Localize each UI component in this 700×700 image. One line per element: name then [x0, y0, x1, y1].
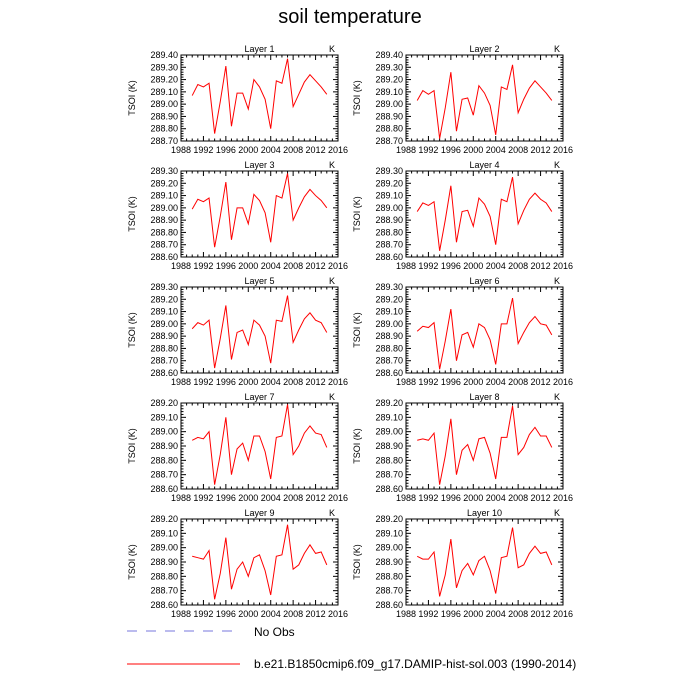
x-tick-label: 2016	[552, 145, 574, 155]
y-tick-label: 288.80	[150, 571, 178, 582]
x-tick-label: 1992	[193, 493, 214, 503]
y-tick-label: 289.00	[375, 426, 403, 437]
x-tick-label: 2012	[305, 145, 326, 155]
x-tick-label: 2000	[238, 261, 259, 271]
y-axis-label: TSOI (K)	[127, 80, 137, 116]
y-tick-label: 289.20	[375, 178, 403, 189]
y-tick-label: 289.00	[375, 318, 403, 329]
series-line	[192, 296, 327, 368]
x-tick-label: 1992	[418, 493, 439, 503]
panel-title: Layer 8	[469, 392, 500, 402]
y-tick-label: 288.60	[375, 368, 403, 378]
y-tick-label: 288.80	[375, 227, 403, 238]
y-tick-label: 288.70	[375, 469, 403, 480]
y-tick-label: 288.80	[375, 455, 403, 466]
y-tick-label: 289.00	[375, 542, 403, 553]
y-tick-label: 288.60	[375, 600, 403, 610]
y-tick-label: 289.10	[375, 190, 403, 201]
y-tick-label: 288.70	[150, 136, 178, 146]
y-tick-label: 288.90	[375, 111, 403, 122]
x-tick-label: 2008	[283, 493, 304, 503]
x-tick-label: 1988	[395, 609, 417, 619]
x-tick-label: 2016	[327, 261, 349, 271]
x-tick-label: 2000	[463, 609, 484, 619]
y-tick-label: 289.00	[375, 202, 403, 213]
x-tick-label: 1992	[418, 609, 439, 619]
panel-frame	[406, 171, 563, 257]
x-tick-label: 1992	[193, 609, 214, 619]
x-tick-label: 2012	[305, 609, 326, 619]
x-tick-label: 2000	[238, 145, 259, 155]
x-tick-label: 2008	[283, 377, 304, 387]
layer-panel-4	[352, 160, 573, 271]
y-tick-label: 288.80	[150, 227, 178, 238]
x-tick-label: 1992	[193, 145, 214, 155]
y-tick-label: 289.10	[150, 306, 178, 317]
x-tick-label: 1992	[418, 261, 439, 271]
layer-panel-3	[127, 160, 348, 271]
y-tick-label: 288.70	[375, 239, 403, 250]
y-tick-label: 288.90	[150, 215, 178, 226]
y-tick-label: 288.60	[375, 252, 403, 262]
panel-frame	[181, 403, 338, 489]
y-tick-label: 289.20	[375, 294, 403, 305]
x-tick-label: 2000	[238, 377, 259, 387]
y-tick-label: 288.80	[375, 571, 403, 582]
x-tick-label: 2016	[552, 261, 574, 271]
panel-title: Layer 2	[469, 44, 500, 54]
y-tick-label: 289.20	[150, 178, 178, 189]
legend-model-label: b.e21.B1850cmip6.f09_g17.DAMIP-hist-sol.003 (1990-2014)	[254, 657, 577, 671]
y-tick-label: 289.10	[375, 528, 403, 539]
x-tick-label: 2008	[283, 145, 304, 155]
x-tick-label: 2012	[305, 377, 326, 387]
x-tick-label: 1996	[215, 145, 236, 155]
x-tick-label: 1996	[440, 609, 461, 619]
y-tick-label: 289.20	[150, 398, 178, 408]
x-tick-label: 2012	[530, 261, 551, 271]
panel-units: K	[553, 276, 560, 286]
y-tick-label: 288.70	[150, 239, 178, 250]
x-tick-label: 2008	[283, 261, 304, 271]
y-tick-label: 288.70	[375, 136, 403, 146]
panel-units: K	[328, 160, 335, 170]
x-tick-label: 2016	[327, 377, 349, 387]
panel-title: Layer 1	[244, 44, 275, 54]
x-tick-label: 2008	[508, 493, 529, 503]
x-tick-label: 2004	[260, 261, 281, 271]
x-tick-label: 2000	[463, 145, 484, 155]
x-tick-label: 2012	[530, 609, 551, 619]
y-tick-label: 289.00	[150, 202, 178, 213]
y-tick-label: 289.20	[375, 74, 403, 85]
y-tick-label: 289.20	[150, 74, 178, 85]
y-tick-label: 288.60	[150, 484, 178, 494]
panel-units: K	[553, 392, 560, 402]
layer-panel-2	[352, 44, 573, 155]
panel-frame	[181, 55, 338, 141]
layer-panel-10	[352, 508, 573, 619]
y-tick-label: 288.70	[150, 585, 178, 596]
x-tick-label: 1996	[215, 493, 236, 503]
panel-frame	[406, 403, 563, 489]
y-tick-label: 288.60	[150, 600, 178, 610]
y-axis-label: TSOI (K)	[352, 428, 362, 464]
panel-units: K	[553, 44, 560, 54]
x-tick-label: 2000	[463, 493, 484, 503]
panel-title: Layer 10	[466, 508, 503, 518]
y-tick-label: 289.00	[375, 99, 403, 110]
x-tick-label: 2016	[552, 493, 574, 503]
panel-units: K	[328, 44, 335, 54]
x-tick-label: 2016	[327, 609, 349, 619]
series-line	[192, 404, 327, 484]
x-tick-label: 2016	[552, 609, 574, 619]
y-tick-label: 289.10	[150, 412, 178, 423]
y-tick-label: 288.60	[375, 484, 403, 494]
x-tick-label: 1996	[215, 261, 236, 271]
y-tick-label: 289.30	[375, 282, 403, 292]
layer-panel-5	[127, 276, 348, 387]
y-tick-label: 289.30	[150, 166, 178, 176]
x-tick-label: 2004	[260, 493, 281, 503]
x-tick-label: 1992	[193, 377, 214, 387]
y-tick-label: 289.10	[150, 86, 178, 97]
x-tick-label: 2016	[327, 493, 349, 503]
x-tick-label: 1988	[170, 145, 192, 155]
y-tick-label: 289.40	[150, 50, 178, 60]
layer-panel-6	[352, 276, 573, 387]
panel-units: K	[328, 276, 335, 286]
panel-title: Layer 5	[244, 276, 275, 286]
y-tick-label: 288.80	[375, 123, 403, 134]
x-tick-label: 2004	[260, 145, 281, 155]
x-tick-label: 1988	[170, 261, 192, 271]
y-tick-label: 289.00	[150, 426, 178, 437]
x-tick-label: 1988	[170, 377, 192, 387]
panel-title: Layer 4	[469, 160, 500, 170]
panel-frame	[406, 55, 563, 141]
panel-frame	[406, 287, 563, 373]
x-tick-label: 2012	[530, 377, 551, 387]
x-tick-label: 2000	[463, 261, 484, 271]
x-tick-label: 1988	[395, 493, 417, 503]
series-line	[192, 59, 327, 134]
y-tick-label: 289.40	[375, 50, 403, 60]
x-tick-label: 1992	[193, 261, 214, 271]
x-tick-label: 2000	[238, 609, 259, 619]
x-tick-label: 1992	[418, 145, 439, 155]
series-line	[417, 406, 552, 485]
panel-units: K	[328, 392, 335, 402]
y-axis-label: TSOI (K)	[352, 312, 362, 348]
x-tick-label: 1992	[418, 377, 439, 387]
x-tick-label: 1988	[395, 377, 417, 387]
x-tick-label: 1996	[440, 145, 461, 155]
panel-title: Layer 3	[244, 160, 275, 170]
figure-title: soil temperature	[278, 6, 422, 28]
x-tick-label: 2016	[327, 145, 349, 155]
series-line	[417, 528, 552, 597]
y-axis-label: TSOI (K)	[127, 196, 137, 232]
legend	[127, 625, 576, 671]
x-tick-label: 2004	[485, 377, 506, 387]
x-tick-label: 1996	[215, 377, 236, 387]
y-tick-label: 289.00	[150, 99, 178, 110]
y-axis-label: TSOI (K)	[127, 428, 137, 464]
x-tick-label: 2000	[238, 493, 259, 503]
y-tick-label: 288.80	[150, 343, 178, 354]
y-tick-label: 289.10	[375, 306, 403, 317]
panel-units: K	[328, 508, 335, 518]
y-tick-label: 289.20	[375, 398, 403, 408]
y-tick-label: 289.10	[375, 412, 403, 423]
y-tick-label: 288.90	[375, 441, 403, 451]
y-axis-label: TSOI (K)	[352, 196, 362, 232]
y-tick-label: 288.60	[150, 368, 178, 378]
x-tick-label: 2008	[508, 377, 529, 387]
series-line	[192, 173, 327, 247]
y-tick-label: 289.20	[150, 294, 178, 305]
series-line	[417, 298, 552, 369]
y-tick-label: 289.30	[375, 62, 403, 73]
y-tick-label: 289.10	[150, 190, 178, 201]
x-tick-label: 2008	[508, 261, 529, 271]
layer-panel-1	[127, 44, 348, 155]
y-tick-label: 289.00	[150, 542, 178, 553]
y-tick-label: 288.80	[150, 123, 178, 134]
y-tick-label: 289.10	[150, 528, 178, 539]
series-line	[417, 177, 552, 251]
x-tick-label: 2016	[552, 377, 574, 387]
y-tick-label: 288.90	[375, 557, 403, 567]
x-tick-label: 2012	[530, 145, 551, 155]
legend-obs-label: No Obs	[254, 625, 295, 639]
x-tick-label: 1988	[395, 261, 417, 271]
panel-units: K	[553, 160, 560, 170]
y-tick-label: 289.30	[375, 166, 403, 176]
x-tick-label: 2012	[530, 493, 551, 503]
y-tick-label: 288.90	[150, 111, 178, 122]
x-tick-label: 2000	[463, 377, 484, 387]
y-tick-label: 289.30	[150, 282, 178, 292]
layer-panel-9	[127, 508, 348, 619]
x-tick-label: 1996	[440, 261, 461, 271]
y-tick-label: 288.90	[150, 441, 178, 451]
x-tick-label: 2004	[485, 609, 506, 619]
y-tick-label: 288.70	[375, 585, 403, 596]
y-axis-label: TSOI (K)	[352, 544, 362, 580]
y-tick-label: 288.70	[150, 469, 178, 480]
x-tick-label: 1988	[170, 609, 192, 619]
x-tick-label: 2004	[485, 493, 506, 503]
y-tick-label: 289.10	[375, 86, 403, 97]
panel-frame	[181, 287, 338, 373]
x-tick-label: 2012	[305, 493, 326, 503]
y-tick-label: 288.70	[150, 355, 178, 366]
y-tick-label: 289.20	[375, 514, 403, 524]
panel-title: Layer 7	[244, 392, 275, 402]
y-axis-label: TSOI (K)	[127, 312, 137, 348]
x-tick-label: 1988	[170, 493, 192, 503]
x-tick-label: 1996	[440, 493, 461, 503]
y-tick-label: 288.90	[375, 331, 403, 342]
layer-panel-7	[127, 392, 348, 503]
x-tick-label: 1988	[395, 145, 417, 155]
x-tick-label: 2004	[260, 377, 281, 387]
x-tick-label: 2008	[508, 609, 529, 619]
y-tick-label: 289.20	[150, 514, 178, 524]
y-tick-label: 289.00	[150, 318, 178, 329]
y-tick-label: 288.80	[375, 343, 403, 354]
x-tick-label: 1996	[215, 609, 236, 619]
layer-panel-8	[352, 392, 573, 503]
series-line	[417, 65, 552, 139]
x-tick-label: 2004	[260, 609, 281, 619]
x-tick-label: 2012	[305, 261, 326, 271]
panel-title: Layer 6	[469, 276, 500, 286]
y-axis-label: TSOI (K)	[127, 544, 137, 580]
y-axis-label: TSOI (K)	[352, 80, 362, 116]
panel-frame	[181, 171, 338, 257]
y-tick-label: 288.90	[375, 215, 403, 226]
panel-frame	[406, 519, 563, 605]
x-tick-label: 2008	[508, 145, 529, 155]
x-tick-label: 2004	[485, 261, 506, 271]
series-line	[192, 525, 327, 600]
y-tick-label: 288.70	[375, 355, 403, 366]
x-tick-label: 2008	[283, 609, 304, 619]
x-tick-label: 1996	[440, 377, 461, 387]
y-tick-label: 288.90	[150, 331, 178, 342]
panel-frame	[181, 519, 338, 605]
y-tick-label: 289.30	[150, 62, 178, 73]
y-tick-label: 288.90	[150, 557, 178, 567]
y-tick-label: 288.60	[150, 252, 178, 262]
panel-title: Layer 9	[244, 508, 275, 518]
panel-units: K	[553, 508, 560, 518]
x-tick-label: 2004	[485, 145, 506, 155]
y-tick-label: 288.80	[150, 455, 178, 466]
